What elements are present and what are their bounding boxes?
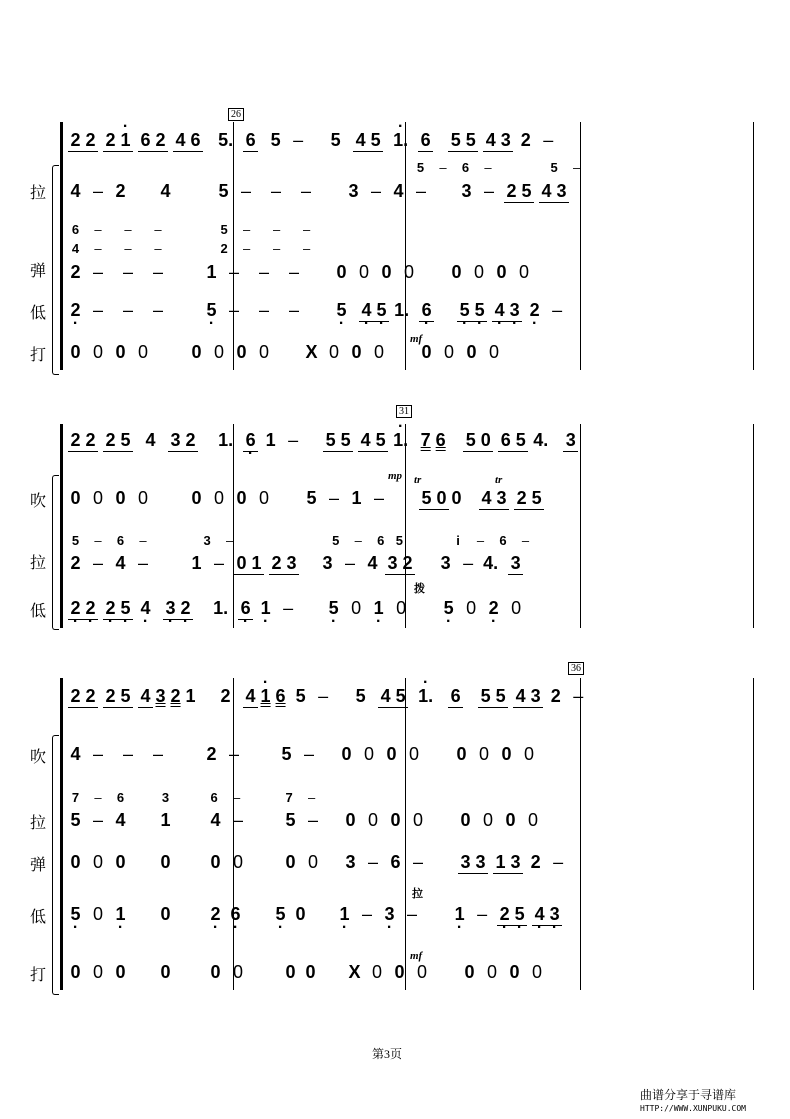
staff-row: 2 · 2 · 2 · 5 · 4 · 3 · 2 · 1. 6 · 1 · – 5 · 0 1 · 0 5 · 0 2 · 0: [68, 598, 531, 620]
rehearsal-mark-26: 26: [228, 108, 244, 121]
barline: [233, 678, 234, 990]
instrument-label: 弹: [30, 855, 47, 874]
instrument-label: 打: [30, 965, 47, 984]
barline: [580, 678, 581, 990]
dynamic-mf: mf: [410, 950, 423, 962]
staff-row: 4 – – – 2 – 5 – 0 0 0 0 0 0 0 0: [70, 744, 535, 764]
instrument-label: 拉: [30, 183, 47, 202]
barline: [405, 122, 406, 370]
staff-row: 4 – 2 4 5 – – – 3 – 4 – 3 – 2 5 4 3: [68, 181, 569, 203]
system-barline-left: [60, 424, 63, 628]
staff-row: 0 0 0 0 0 0 0 0 5 – 1 – 5 0 0 4 3 2 5: [68, 488, 544, 510]
barline: [580, 424, 581, 628]
rehearsal-mark-31: 31: [396, 405, 412, 418]
staff-row: 0 0 0 0 0 0 0 0 X 0 0 0 0 0 0 0: [70, 342, 500, 362]
staff-row-chord: 4 – – – 2 – – –: [71, 241, 311, 256]
instrument-label: 拉: [30, 813, 47, 832]
system-barline-left: [60, 678, 63, 990]
trill-mark: tr: [495, 474, 503, 486]
site-url[interactable]: HTTP://WWW.XUNPUKU.COM: [640, 1104, 746, 1113]
site-watermark: [640, 1088, 746, 1116]
pluck-mark: 拨: [414, 583, 425, 595]
staff-row-upper: 5 – 6 – 3 – 5 – 6 5 i – 6 –: [71, 533, 530, 548]
instrument-label: 打: [30, 345, 47, 364]
melody-line: 2 2 2 5 4 3 2 1 2 4· 1 6 5 – 5 4 5 · 1. 6 5 5 4 3 2 –: [68, 686, 593, 708]
melody-line: 2 2 2 5 4 3 2 1. 6 · 1 – 5 5 4 5 · 1. 7 6 5 0 6 5 4. 3: [68, 430, 578, 452]
staff-row: 2 – – – 1 – – – 0 0 0 0 0 0 0 0: [70, 262, 530, 282]
dynamic-mf: mf: [410, 333, 423, 345]
barline: [753, 424, 754, 628]
instrument-label: 低: [30, 601, 47, 620]
rehearsal-mark-36: 36: [568, 662, 584, 675]
staff-row: 0 0 0 0 0 0 0 0 3 – 6 – 3 3 1 3 2 –: [70, 852, 564, 872]
staff-row: 5 · 0 1 · 0 2 · 6 · 5 · 0 1 · – 3 · – 1 · – 2 · 5 · 4 · 3 ·: [68, 904, 562, 926]
instrument-label: 吹: [30, 491, 47, 510]
instrument-label: 低: [30, 303, 47, 322]
barline: [405, 678, 406, 990]
staff-row-upper: 7 – 6 3 6 – 7 –: [71, 790, 316, 805]
instrument-label: 低: [30, 907, 47, 926]
staff-row-upper: 5 – 6 – 5 –: [416, 160, 581, 175]
system-barline-left: [60, 122, 63, 370]
system-brace: [52, 475, 59, 630]
staff-row: 2 – 4 – 1 – 0 1 2 3 3 – 4 3 2 3 – 4. 3: [68, 553, 523, 575]
system-brace: [52, 735, 59, 995]
barline: [753, 678, 754, 990]
instrument-label: 吹: [30, 747, 47, 766]
barline: [753, 122, 754, 370]
instrument-label: 拉: [30, 553, 47, 572]
instrument-label: 弹: [30, 261, 47, 280]
system-brace: [52, 165, 59, 375]
dynamic-mp: mp: [388, 470, 403, 482]
staff-row: 2 · – – – 5 · – – – 5 · 4 · 5 · 1. 6 · 5 · 5 · 4 · 3 · 2 · –: [68, 300, 572, 322]
bow-mark: 拉: [412, 888, 423, 900]
melody-line: 2 2 2· 1 6 2 4 6 5. 6 5 – 5 4 5 · 1. 6 5 5 4 3 2 –: [68, 130, 563, 152]
staff-row-chord: 6 – – – 5 – – –: [71, 222, 311, 237]
staff-row: 5 – 4 1 4 – 5 – 0 0 0 0 0 0 0 0: [70, 810, 539, 830]
trill-mark: tr: [414, 474, 422, 486]
staff-row: 0 0 0 0 0 0 0 0 X 0 0 0 0 0 0 0: [70, 962, 543, 982]
page-number: 第3页: [372, 1047, 403, 1061]
site-name: 曲谱分享于寻谱库: [640, 1088, 737, 1102]
